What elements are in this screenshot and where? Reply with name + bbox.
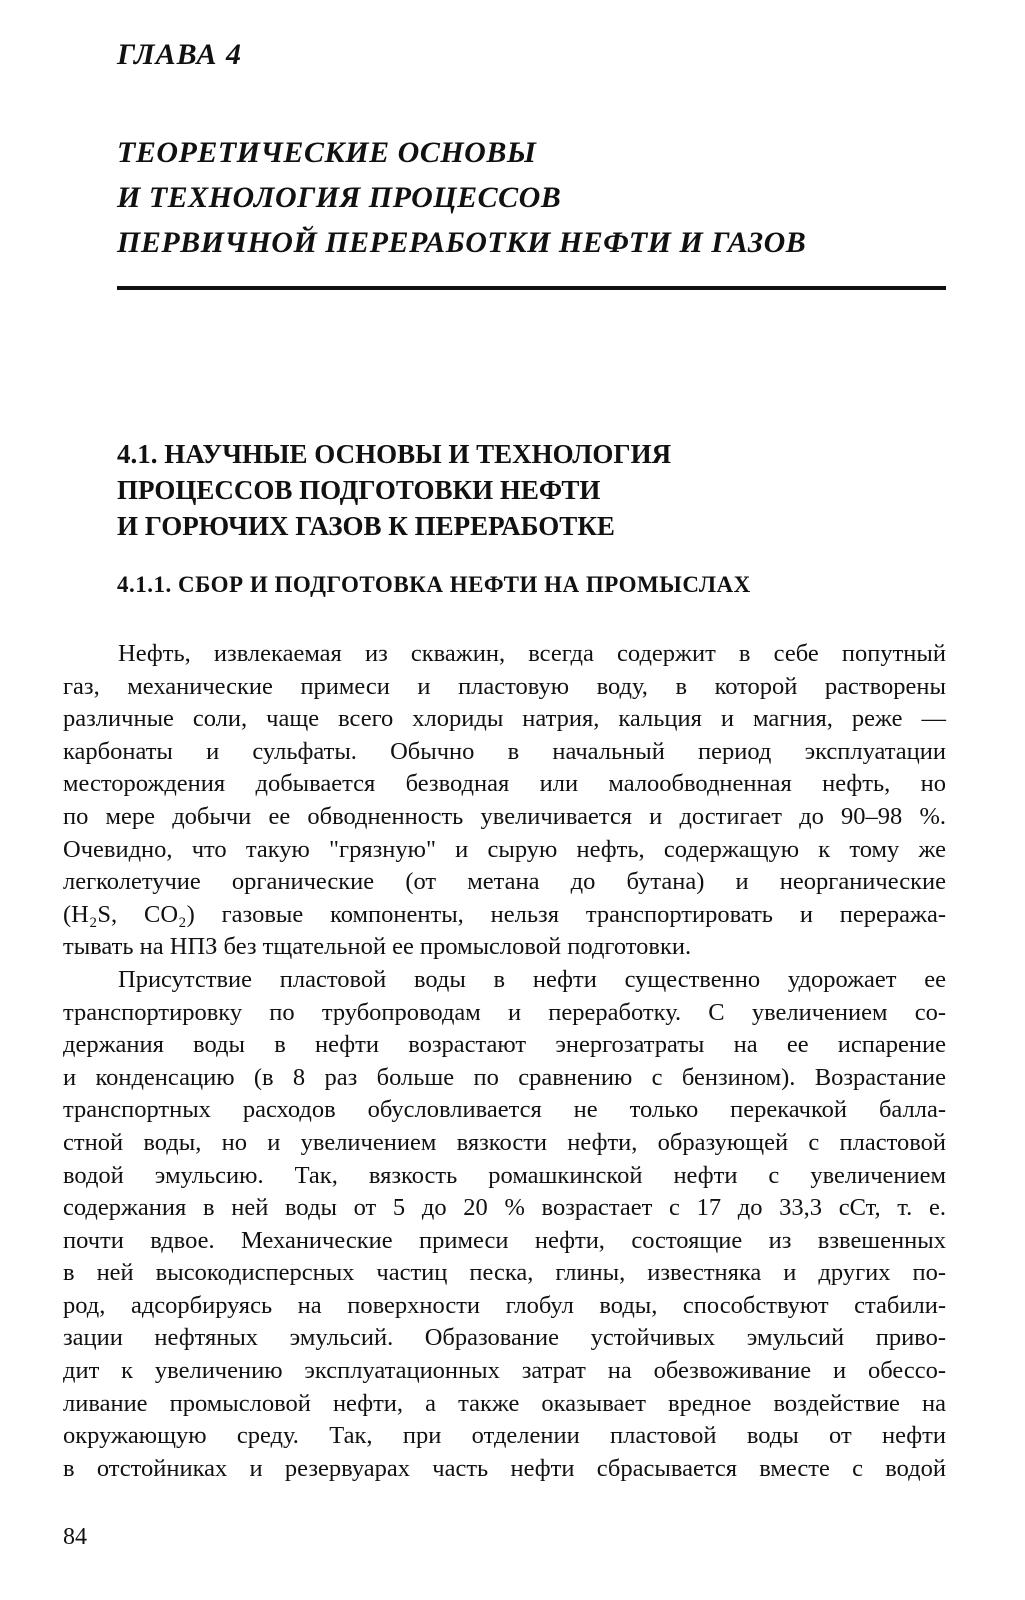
section-title-line: 4.1. НАУЧНЫЕ ОСНОВЫ И ТЕХНОЛОГИЯ (117, 439, 672, 469)
text-line: держания воды в нефти возрастают энергозатраты на ее испарение (63, 1031, 946, 1059)
text-line: различные соли, чаще всего хлориды натрия, кальция и магния, реже — (63, 705, 946, 733)
text-line: содержания в ней воды от 5 до 20 % возрастает с 17 до 33,3 сСт, т. е. (63, 1194, 946, 1222)
subsection-title: 4.1.1. СБОР И ПОДГОТОВКА НЕФТИ НА ПРОМЫСЛАХ (117, 572, 751, 597)
text-line: стной воды, но и увеличением вязкости нефти, образующей с пластовой (63, 1128, 946, 1156)
text-line: (H₂S, CO₂) газовые компоненты, нельзя транспортировать и переража- (63, 900, 946, 928)
text-line: Присутствие пластовой воды в нефти существенно удорожает ее (118, 965, 946, 993)
chapter-label: ГЛАВА 4 (117, 38, 243, 71)
body-text (63, 638, 946, 1485)
paragraph (63, 964, 946, 1486)
text-line: легколетучие органические (от метана до бутана) и неорганические (63, 868, 946, 896)
text-line: и конденсацию (в 8 раз больше по сравнению с бензином). Возрастание (63, 1063, 946, 1091)
text-line: тывать на НПЗ без тщательной ее промысловой подготовки. (63, 933, 692, 961)
page-number: 84 (63, 1524, 87, 1550)
chapter-title-line: ТЕОРЕТИЧЕСКИЕ ОСНОВЫ (117, 136, 537, 169)
text-line: водой эмульсию. Так, вязкость ромашкинской нефти с увеличением (63, 1161, 946, 1189)
text-line: месторождения добывается безводная или малообводненная нефть, но (63, 770, 946, 798)
paragraph (63, 638, 946, 964)
text-line: ливание промысловой нефти, а также оказывает вредное воздействие на (63, 1389, 946, 1417)
text-line: род, адсорбируясь на поверхности глобул воды, способствуют стабили- (63, 1291, 946, 1319)
text-line: транспортировку по трубопроводам и переработку. С увеличением со- (63, 998, 946, 1026)
text-line: транспортных расходов обусловливается не только перекачкой балла- (63, 1096, 946, 1124)
section-title (117, 436, 671, 544)
text-line: карбонаты и сульфаты. Обычно в начальный период эксплуатации (63, 737, 946, 765)
text-line: в отстойниках и резервуарах часть нефти сбрасывается вместе с водой (63, 1454, 946, 1482)
chapter-title-line: И ТЕХНОЛОГИЯ ПРОЦЕССОВ (117, 181, 562, 214)
text-line: почти вдвое. Механические примеси нефти, состоящие из взвешенных (63, 1226, 946, 1254)
section-title-line: И ГОРЮЧИХ ГАЗОВ К ПЕРЕРАБОТКЕ (117, 511, 615, 541)
chapter-title (117, 130, 806, 265)
text-line: зации нефтяных эмульсий. Образование устойчивых эмульсий приво- (63, 1324, 946, 1352)
text-line: по мере добычи ее обводненность увеличивается и достигает до 90–98 %. (63, 802, 946, 830)
text-line: дит к увеличению эксплуатационных затрат на обезвоживание и обессо- (63, 1357, 946, 1385)
text-line: окружающую среду. Так, при отделении пластовой воды от нефти (63, 1422, 946, 1450)
text-line: Очевидно, что такую "грязную" и сырую нефть, содержащую к тому же (63, 835, 946, 863)
section-title-line: ПРОЦЕССОВ ПОДГОТОВКИ НЕФТИ (117, 475, 601, 505)
chapter-title-line: ПЕРВИЧНОЙ ПЕРЕРАБОТКИ НЕФТИ И ГАЗОВ (117, 226, 807, 259)
text-line: Нефть, извлекаемая из скважин, всегда содержит в себе попутный (118, 640, 946, 667)
chapter-divider (117, 286, 946, 290)
text-line: газ, механические примеси и пластовую воду, в которой растворены (63, 672, 946, 700)
text-line: в ней высокодисперсных частиц песка, глины, известняка и других по- (63, 1259, 946, 1287)
